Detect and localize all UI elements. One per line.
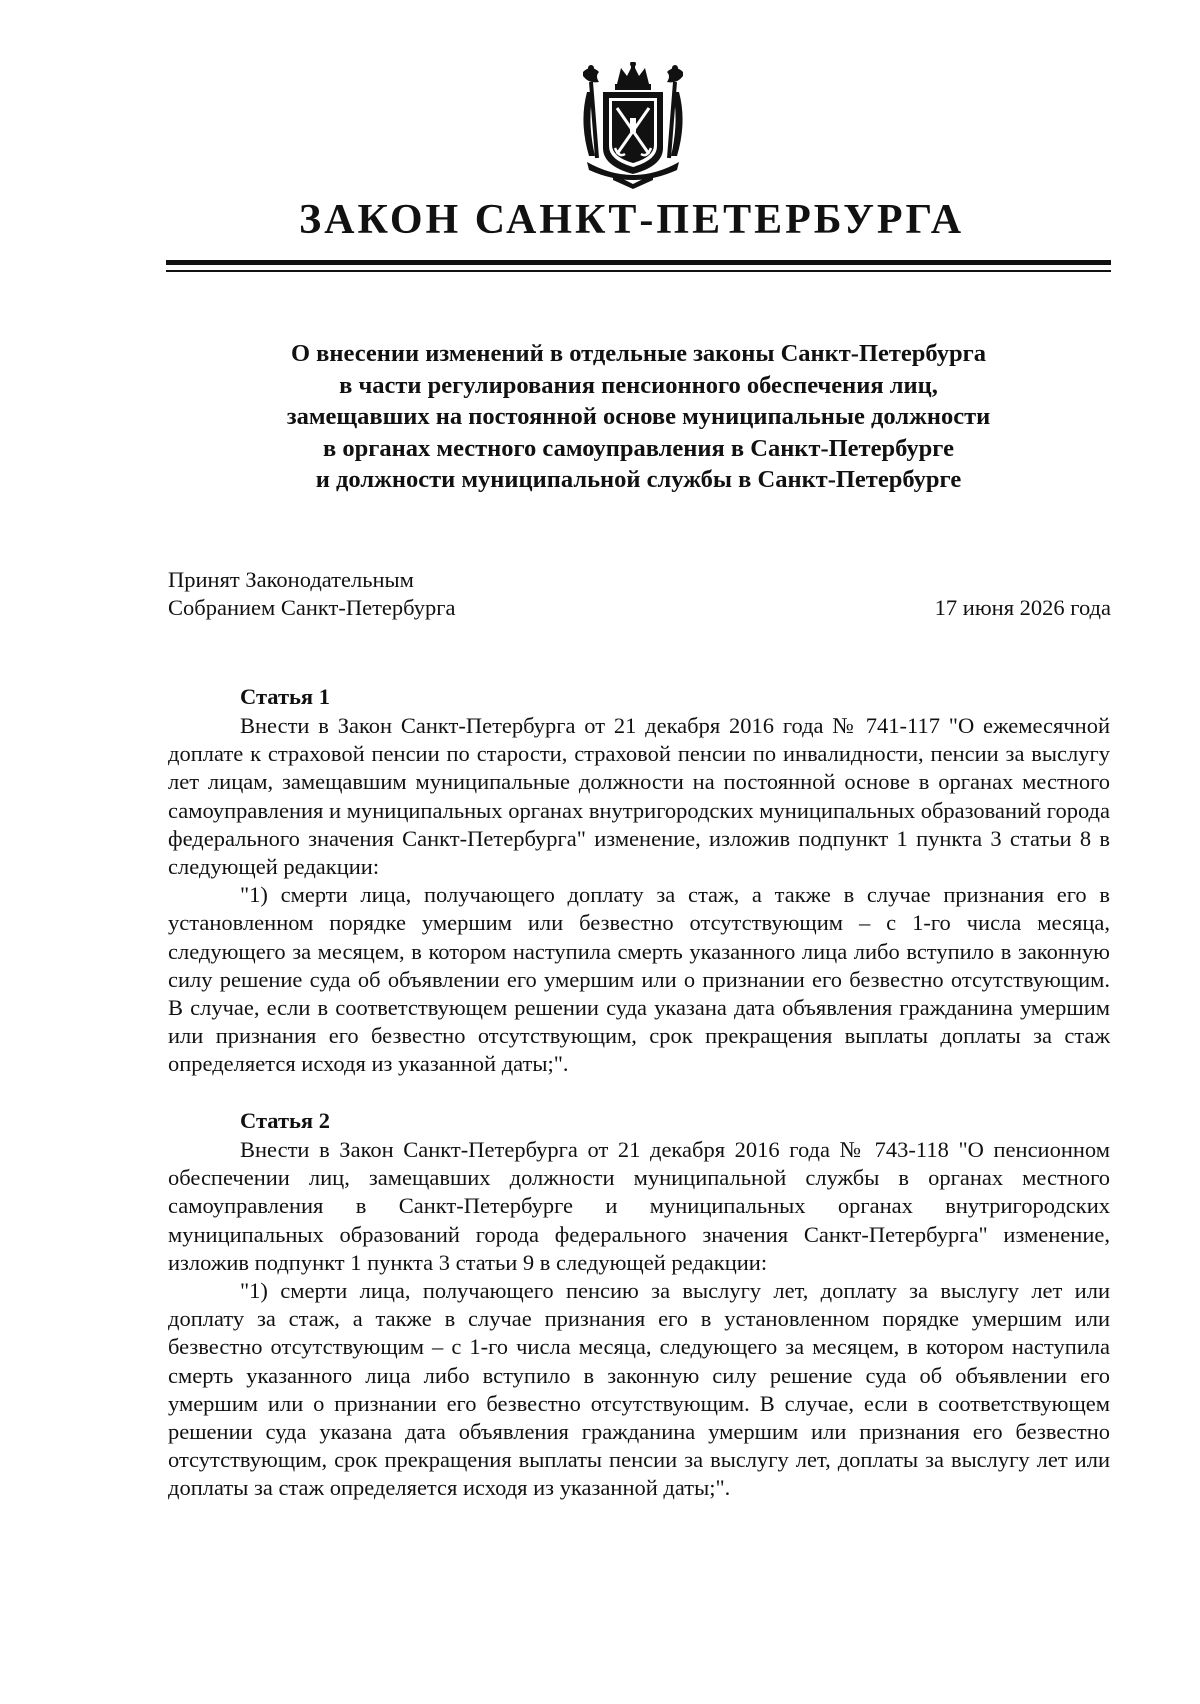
- header-rule-thick: [166, 260, 1111, 265]
- article-1-body: [168, 712, 1110, 1079]
- article-2-body: [168, 1136, 1110, 1503]
- article-1-amendment: "1) смерти лица, получающего доплату за стаж, а также в случае признания его в установленном порядке умершим или безвестно отсутствующим – с 1-го числа месяца, следующего за месяцем, в котором наступила смерть указанного лица либо вступило в законную силу решение суда об объявлении его умершим или о признании его безвестно отсутствующим. В случае, если в соответствующем решении суда указана дата объявления гражданина умершим или признания его безвестно отсутствующим, срок прекращения выплаты доплаты за стаж определяется исходя из указанной даты;".: [168, 882, 1110, 1077]
- document-heading: [166, 338, 1111, 496]
- article-2-title: Статья 2: [240, 1108, 330, 1133]
- adoption-statement: [168, 566, 455, 622]
- law-title: ЗАКОН САНКТ-ПЕТЕРБУРГА: [298, 197, 965, 243]
- heading-line: в части регулирования пенсионного обеспечения лиц,: [339, 371, 938, 399]
- header-rule-thin: [166, 270, 1111, 272]
- heading-line: замещавших на постоянной основе муниципальные должности: [286, 403, 991, 430]
- article-2-intro: Внести в Закон Санкт-Петербурга от 21 декабря 2016 года № 743-118 "О пенсионном обеспечении лиц, замещавших должности муниципальной службы в органах местного самоуправления в Санкт-Петербурге и муниципальных органах внутригородских муниципальных образований города федерального значения Санкт-Петербурга" изменение, изложив подпункт 1 пункта 3 статьи 9 в следующей редакции:: [168, 1137, 1110, 1275]
- heading-line: и должности муниципальной службы в Санкт-Петербурге: [315, 466, 962, 493]
- heading-line: в органах местного самоуправления в Санкт-Петербурге: [323, 434, 954, 462]
- article-1-title: Статья 1: [240, 684, 330, 709]
- adoption-date: 17 июня 2026 года: [934, 595, 1111, 620]
- heading-line: О внесении изменений в отдельные законы Санкт-Петербурга: [291, 340, 986, 367]
- adoption-line-2: Собранием Санкт-Петербурга: [168, 595, 456, 620]
- article-1-intro: Внести в Закон Санкт-Петербурга от 21 декабря 2016 года № 741-117 "О ежемесячной доплате к страховой пенсии по старости, страховой пенсии по инвалидности, пенсии за выслугу лет лицам, замещавшим муниципальные должности на постоянной основе в органах местного самоуправления и муниципальных органах внутригородских муниципальных образований города федерального значения Санкт-Петербурга" изменение, изложив подпункт 1 пункта 3 статьи 8 в следующей редакции:: [168, 713, 1110, 880]
- adoption-line-1: Принят Законодательным: [168, 567, 414, 592]
- article-2-amendment: "1) смерти лица, получающего пенсию за выслугу лет, доплату за выслугу лет или доплату за стаж, а также в случае признания его в установленном порядке умершим или безвестно отсутствующим – с 1-го числа месяца, следующего за месяцем, в котором наступила смерть указанного лица либо вступило в законную силу решение суда об объявлении его умершим или о признании его безвестно отсутствующим. В случае, если в соответствующем решении суда указана дата объявления гражданина умершим или признания его безвестно отсутствующим, срок прекращения выплаты пенсии за выслугу лет, доплаты за выслугу лет или доплаты за стаж определяется исходя из указанной даты;".: [168, 1278, 1110, 1501]
- coat-of-arms-icon: [573, 62, 693, 190]
